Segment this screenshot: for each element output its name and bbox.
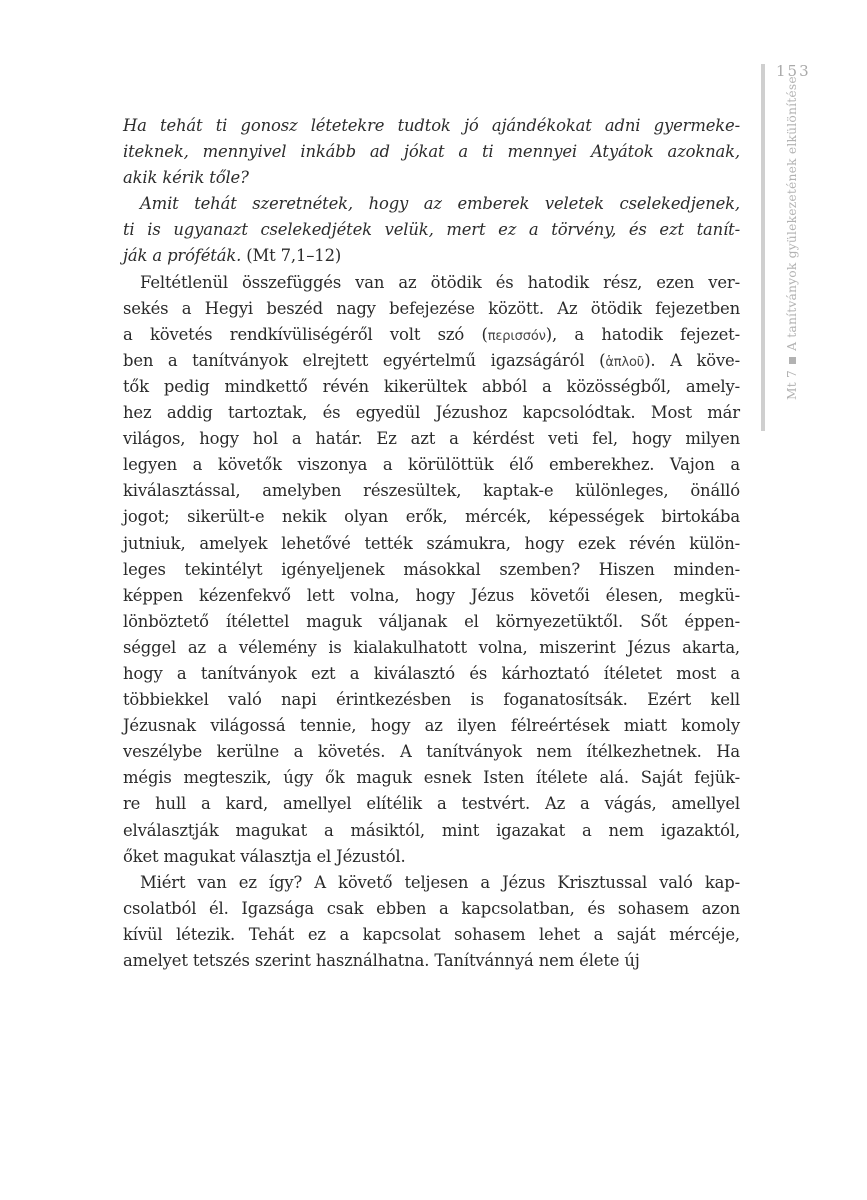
text-segment: hogy a tanítványok ezt a kiválasztó és kárhoztató ítéletet most a bbox=[123, 663, 740, 683]
text-segment: sekés a Hegyi beszéd nagy befejezése között. Az ötödik fejezetben bbox=[123, 298, 740, 318]
scripture-quote bbox=[123, 113, 740, 270]
text-line bbox=[123, 661, 740, 687]
text-line bbox=[123, 713, 740, 739]
body-text bbox=[123, 113, 740, 974]
text-line bbox=[123, 531, 740, 557]
running-head bbox=[785, 76, 799, 400]
page-number: 153 bbox=[776, 62, 811, 80]
text-line: akik kérik tőle? bbox=[123, 168, 249, 188]
text-line bbox=[123, 557, 740, 583]
text-line: Amit tehát szeretnétek, hogy az emberek veletek cselekedjenek, bbox=[140, 194, 740, 214]
text-line: iteknek, mennyivel inkább ad jókat a ti mennyei Atyátok azoknak, bbox=[123, 142, 740, 162]
text-segment: világos, hogy hol a határ. Ez azt a kérdést veti fel, hogy milyen bbox=[123, 429, 740, 449]
text-segment: lönböztető ítélettel maguk váljanak el környezetüktől. Sőt éppen- bbox=[123, 611, 740, 631]
text-line bbox=[123, 739, 740, 765]
text-line bbox=[123, 583, 740, 609]
running-head-book-ref: Mt 7 bbox=[785, 369, 799, 400]
text-segment: ). A köve- bbox=[644, 350, 740, 370]
text-segment: kiválasztással, amelyben részesültek, kaptak-e különleges, önálló bbox=[123, 481, 740, 501]
text-segment: képpen kézenfekvő lett volna, hogy Jézus követői élesen, megkü- bbox=[123, 585, 740, 605]
quote-paragraph-1 bbox=[123, 113, 740, 191]
text-segment: többiekkel való napi érintkezésben is foganatosítsák. Ezért kell bbox=[123, 690, 740, 710]
text-line bbox=[123, 400, 740, 426]
text-line bbox=[123, 426, 740, 452]
text-segment: Jézusnak világossá tennie, hogy az ilyen félreértések miatt komoly bbox=[123, 716, 740, 736]
text-line bbox=[123, 374, 740, 400]
quote-paragraph-2 bbox=[123, 191, 740, 269]
text-segment: Miért van ez így? A követő teljesen a Jézus Krisztussal való kap- bbox=[140, 872, 740, 892]
greek-term: περισσόν bbox=[487, 328, 546, 344]
text-segment: ben a tanítványok elrejtett egyértelmű igazságáról ( bbox=[123, 350, 606, 370]
text-line bbox=[123, 296, 740, 322]
text-segment: Feltétlenül összefüggés van az ötödik és hatodik rész, ezen ver- bbox=[140, 272, 740, 292]
scripture-reference: (Mt 7,1–12) bbox=[246, 246, 342, 266]
text-segment: jutniuk, amelyek lehetővé tették számukra, hogy ezek révén külön- bbox=[123, 533, 740, 553]
text-segment: amelyet tetszés szerint használhatna. Tanítvánnyá nem élete új bbox=[123, 951, 640, 970]
text-segment: jogot; sikerült-e nekik olyan erők, mércék, képességek birtokába bbox=[123, 507, 740, 527]
text-line bbox=[123, 270, 740, 296]
text-line bbox=[123, 322, 740, 348]
text-segment: re hull a kard, amellyel elítélik a testvért. Az a vágás, amellyel bbox=[123, 794, 740, 814]
text-line bbox=[123, 870, 740, 896]
text-line bbox=[123, 791, 740, 817]
text-segment: elválasztják magukat a másiktól, mint igazakat a nem igazaktól, bbox=[123, 820, 740, 840]
square-bullet-icon bbox=[789, 357, 796, 364]
text-line bbox=[123, 635, 740, 661]
text-line bbox=[123, 948, 740, 974]
text-segment: legyen a követők viszonya a körülöttük élő emberekhez. Vajon a bbox=[123, 455, 740, 475]
text-line: ti is ugyanazt cselekedjétek velük, mert ez a törvény, és ezt tanít- bbox=[123, 220, 740, 240]
body-paragraph-1 bbox=[123, 270, 740, 870]
greek-term: ἁπλοῦ bbox=[605, 354, 645, 370]
text-line bbox=[123, 844, 740, 870]
text-line bbox=[123, 765, 740, 791]
text-line bbox=[123, 922, 740, 948]
text-segment: veszélybe kerülne a követés. A tanítványok nem ítélkezhetnek. Ha bbox=[123, 742, 740, 762]
body-paragraph-2 bbox=[123, 870, 740, 974]
text-line bbox=[123, 478, 740, 504]
text-segment: leges tekintélyt igényeljenek másokkal szemben? Hiszen minden- bbox=[123, 559, 740, 579]
running-head-section-title: A tanítványok gyülekezetének elkülönítése bbox=[785, 76, 799, 351]
text-segment: séggel az a vélemény is kialakulhatott volna, miszerint Jézus akarta, bbox=[123, 637, 740, 657]
text-segment: ), a hatodik fejezet- bbox=[545, 324, 740, 344]
text-line-with-reference bbox=[123, 243, 740, 269]
margin-rule bbox=[761, 64, 765, 431]
text-segment: kívül létezik. Tehát ez a kapcsolat sohasem lehet a saját mércéje, bbox=[123, 924, 740, 944]
text-segment: mégis megteszik, úgy ők maguk esnek Isten ítélete alá. Saját fejük- bbox=[123, 768, 740, 788]
text-segment: csolatból él. Igazsága csak ebben a kapcsolatban, és sohasem azon bbox=[123, 898, 740, 918]
text-line bbox=[123, 896, 740, 922]
text-segment: őket magukat választja el Jézustól. bbox=[123, 846, 406, 866]
text-line bbox=[123, 818, 740, 844]
text-segment: hez addig tartoztak, és egyedül Jézushoz kapcsolódtak. Most már bbox=[123, 403, 740, 423]
text-segment: tők pedig mindkettő révén kikerültek abból a közösségből, amely- bbox=[123, 376, 740, 396]
text-line bbox=[123, 452, 740, 478]
text-line bbox=[123, 348, 740, 374]
text-line bbox=[123, 687, 740, 713]
quote-end-text: ják a próféták. bbox=[123, 246, 242, 266]
text-line bbox=[123, 504, 740, 530]
text-line bbox=[123, 609, 740, 635]
text-segment: a követés rendkívüliségéről volt szó ( bbox=[123, 324, 488, 344]
text-line: Ha tehát ti gonosz létetekre tudtok jó ajándékokat adni gyermeke- bbox=[123, 116, 740, 135]
